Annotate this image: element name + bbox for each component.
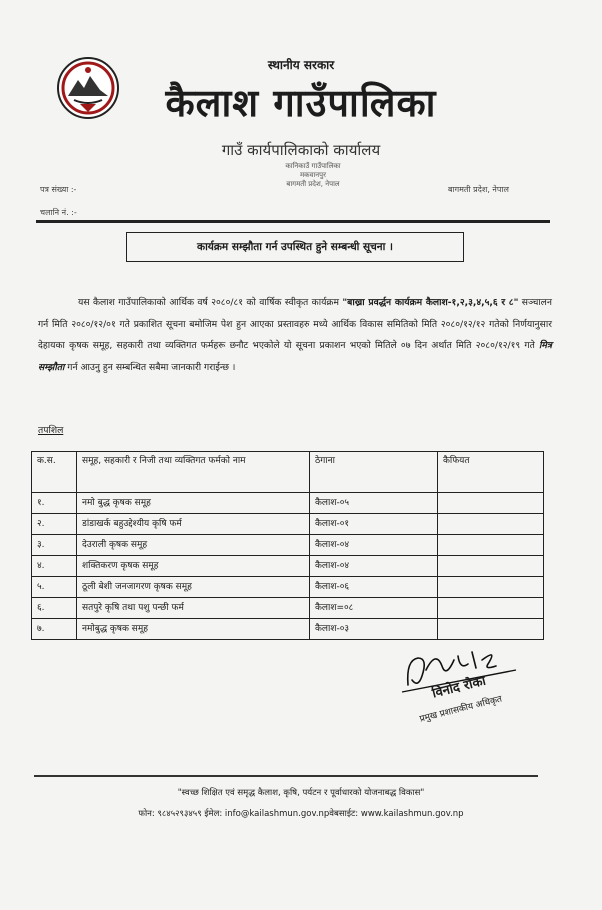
signatory-title: प्रमुख प्रशासकीय अधिकृत	[418, 694, 504, 725]
footer-slogan: "स्वच्छ शिक्षित एवं समृद्ध कैलाश, कृषि, पर्यटन र पूर्वाधारको योजनाबद्ध विकास"	[177, 788, 425, 798]
cell-name: डांडाखर्क बहुउद्देश्यीय कृषि फर्म	[77, 514, 310, 535]
body-text-part: गर्न आउनु हुन सम्बन्धित सबैमा जानकारी गराईन्छ ।	[64, 361, 236, 373]
cell-address: कैलाश=०८	[310, 598, 438, 619]
government-label: स्थानीय सरकार	[267, 58, 335, 72]
col-name: समूह, सहकारी र निजी तथा व्यक्तिगत फर्मको नाम	[77, 452, 310, 493]
office-stamp	[258, 162, 368, 189]
selected-firms-table	[31, 451, 544, 640]
cell-name: देउराली कृषक समूह	[77, 535, 310, 556]
cell-serial: ६.	[32, 598, 77, 619]
subject-box: कार्यक्रम सम्झौता गर्न उपस्थित हुने सम्बन्धी सूचना ।	[126, 232, 464, 262]
table-row	[32, 598, 544, 619]
program-name: "बाख्रा प्रवर्द्धन कार्यक्रम कैलाश-१,२,३,४,५,६ र ८"	[342, 297, 519, 308]
table-row	[32, 493, 544, 514]
col-serial: क.स.	[32, 452, 77, 493]
municipality-title: कैलाश गाउँपालिका	[165, 81, 437, 125]
cell-serial: ७.	[32, 619, 77, 640]
cell-serial: १.	[32, 493, 77, 514]
cell-address: कैलाश-०४	[310, 556, 438, 577]
details-heading: तपशिल	[38, 425, 64, 436]
cell-address: कैलाश-०६	[310, 577, 438, 598]
table-row	[32, 535, 544, 556]
cell-serial: ४.	[32, 556, 77, 577]
stamp-line: कानिकाउँ गाउँपालिका	[285, 162, 341, 170]
office-name: गाउँ कार्यपालिकाको कार्यालय	[221, 141, 381, 159]
table-row	[32, 556, 544, 577]
header-divider	[36, 220, 550, 223]
col-remarks: कैफियत	[438, 452, 544, 493]
cell-serial: २.	[32, 514, 77, 535]
stamp-line: बागमती प्रदेश, नेपाल	[286, 180, 340, 188]
cell-address: कैलाश-०१	[310, 514, 438, 535]
signatory-name: विनोद रोका	[430, 673, 488, 702]
cell-remarks	[438, 577, 544, 598]
notice-body	[38, 292, 552, 378]
cell-address: कैलाश-०४	[310, 535, 438, 556]
body-text-part: सञ्चालन गर्न मिति २०८०/१२/०१ गते प्रकाशित सूचना बमोजिम पेश हुन आएका प्रस्तावहरु मध्ये आर्थिक विकास समितिको मिति २०८०/१२/१२ गतेको निर्णयानुसार देहायका कृषक समूह, सहकारी तथा व्यक्तिगत फर्महरू छनौट भएकोले यो सूचना प्रकाशन भएको मितिले ०७ दिन अर्थात मिति २०८०/१२/१९ गते	[38, 297, 552, 351]
dispatch-number-label: चलानि नं. :-	[40, 208, 77, 217]
cell-serial: ५.	[32, 577, 77, 598]
stamp-line: मकवानपुर	[300, 171, 326, 179]
cell-name: ठूली बेशी जनजागरण कृषक समूह	[77, 577, 310, 598]
province-label: बागमती प्रदेश, नेपाल	[448, 185, 509, 194]
cell-remarks	[438, 493, 544, 514]
cell-name: शक्तिकरण कृषक समूह	[77, 556, 310, 577]
footer-contact: फोन: ९८४५२९३४५९ ईमेल: info@kailashmun.gov.npवेबसाईट: www.kailashmun.gov.np	[138, 809, 464, 819]
cell-serial: ३.	[32, 535, 77, 556]
cell-name: नमो बुद्ध कृषक समूह	[77, 493, 310, 514]
cell-address: कैलाश-०३	[310, 619, 438, 640]
letter-number-label: पत्र संख्या :-	[40, 185, 77, 194]
cell-name: नमोबुद्ध कृषक समूह	[77, 619, 310, 640]
cell-remarks	[438, 556, 544, 577]
cell-name: सतपुरे कृषि तथा पशु पन्छी फर्म	[77, 598, 310, 619]
handwritten-note: मित्र सम्झौता	[38, 340, 552, 373]
table-header-row	[32, 452, 544, 493]
body-text-part: यस कैलाश गाउँपालिकाको आर्थिक वर्ष २०८०/८१ को वार्षिक स्वीकृत कार्यक्रम	[78, 297, 343, 308]
cell-remarks	[438, 535, 544, 556]
col-address: ठेगाना	[310, 452, 438, 493]
cell-remarks	[438, 514, 544, 535]
footer-divider	[34, 775, 538, 777]
cell-remarks	[438, 598, 544, 619]
table-row	[32, 514, 544, 535]
table-row	[32, 577, 544, 598]
cell-address: कैलाश-०५	[310, 493, 438, 514]
